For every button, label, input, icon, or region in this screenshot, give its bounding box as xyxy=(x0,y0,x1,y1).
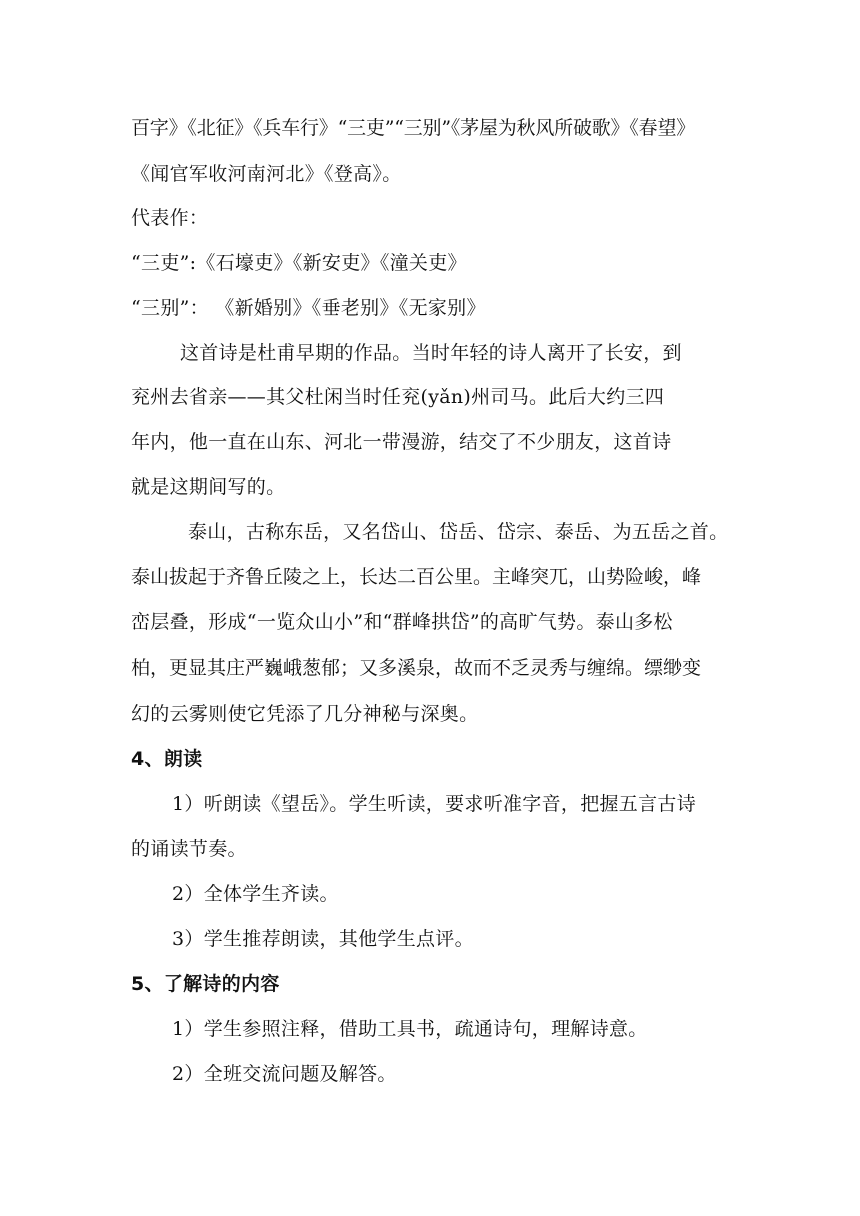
background-line-3: 年内，他一直在山东、河北一带漫游，结交了不少朋友，这首诗 xyxy=(131,431,672,453)
sanbie-works: “三别”： 《新婚别》《垂老别》《无家别》 xyxy=(131,297,486,319)
background-line-2: 兖州去省亲——其父杜闲当时任兖(yǎn)州司马。此后大约三四 xyxy=(131,386,665,408)
section-4-heading: 4、朗读 xyxy=(131,748,203,770)
works-list-line-1: 百字》《北征》《兵车行》“三吏”“三别”《茅屋为秋风所破歌》《春望》 xyxy=(131,117,696,139)
taishan-line-4: 柏，更显其庄严巍峨葱郁；又多溪泉，故而不乏灵秀与缠绵。缥缈变 xyxy=(131,657,702,679)
representative-works-label: 代表作： xyxy=(131,207,209,229)
content-step-1: 1）学生参照注释，借助工具书，疏通诗句，理解诗意。 xyxy=(172,1018,648,1040)
sanli-works: “三吏”:《石壕吏》《新安吏》《潼关吏》 xyxy=(131,252,467,274)
reading-step-1-line-1: 1）听朗读《望岳》。学生听读，要求听准字音，把握五言古诗 xyxy=(172,793,696,815)
reading-step-2: 2）全体学生齐读。 xyxy=(172,883,339,905)
taishan-line-2: 泰山拔起于齐鲁丘陵之上，长达二百公里。主峰突兀，山势险峻，峰 xyxy=(131,566,702,588)
taishan-line-3: 峦层叠，形成“一览众山小”和“群峰拱岱”的高旷气势。泰山多松 xyxy=(131,611,673,633)
background-line-4: 就是这期间写的。 xyxy=(131,476,286,498)
works-list-line-2: 《闻官军收河南河北》《登高》。 xyxy=(131,163,402,185)
background-line-1: 这首诗是杜甫早期的作品。当时年轻的诗人离开了长安，到 xyxy=(180,342,682,364)
reading-step-3: 3）学生推荐朗读，其他学生点评。 xyxy=(172,928,474,950)
taishan-line-5: 幻的云雾则使它凭添了几分神秘与深奥。 xyxy=(131,703,479,725)
content-step-2: 2）全班交流问题及解答。 xyxy=(172,1063,397,1085)
taishan-line-1: 泰山，古称东岳，又名岱山、岱岳、岱宗、泰岳、为五岳之首。 xyxy=(188,521,729,543)
reading-step-1-line-2: 的诵读节奏。 xyxy=(131,838,247,860)
section-5-heading: 5、了解诗的内容 xyxy=(131,973,280,995)
